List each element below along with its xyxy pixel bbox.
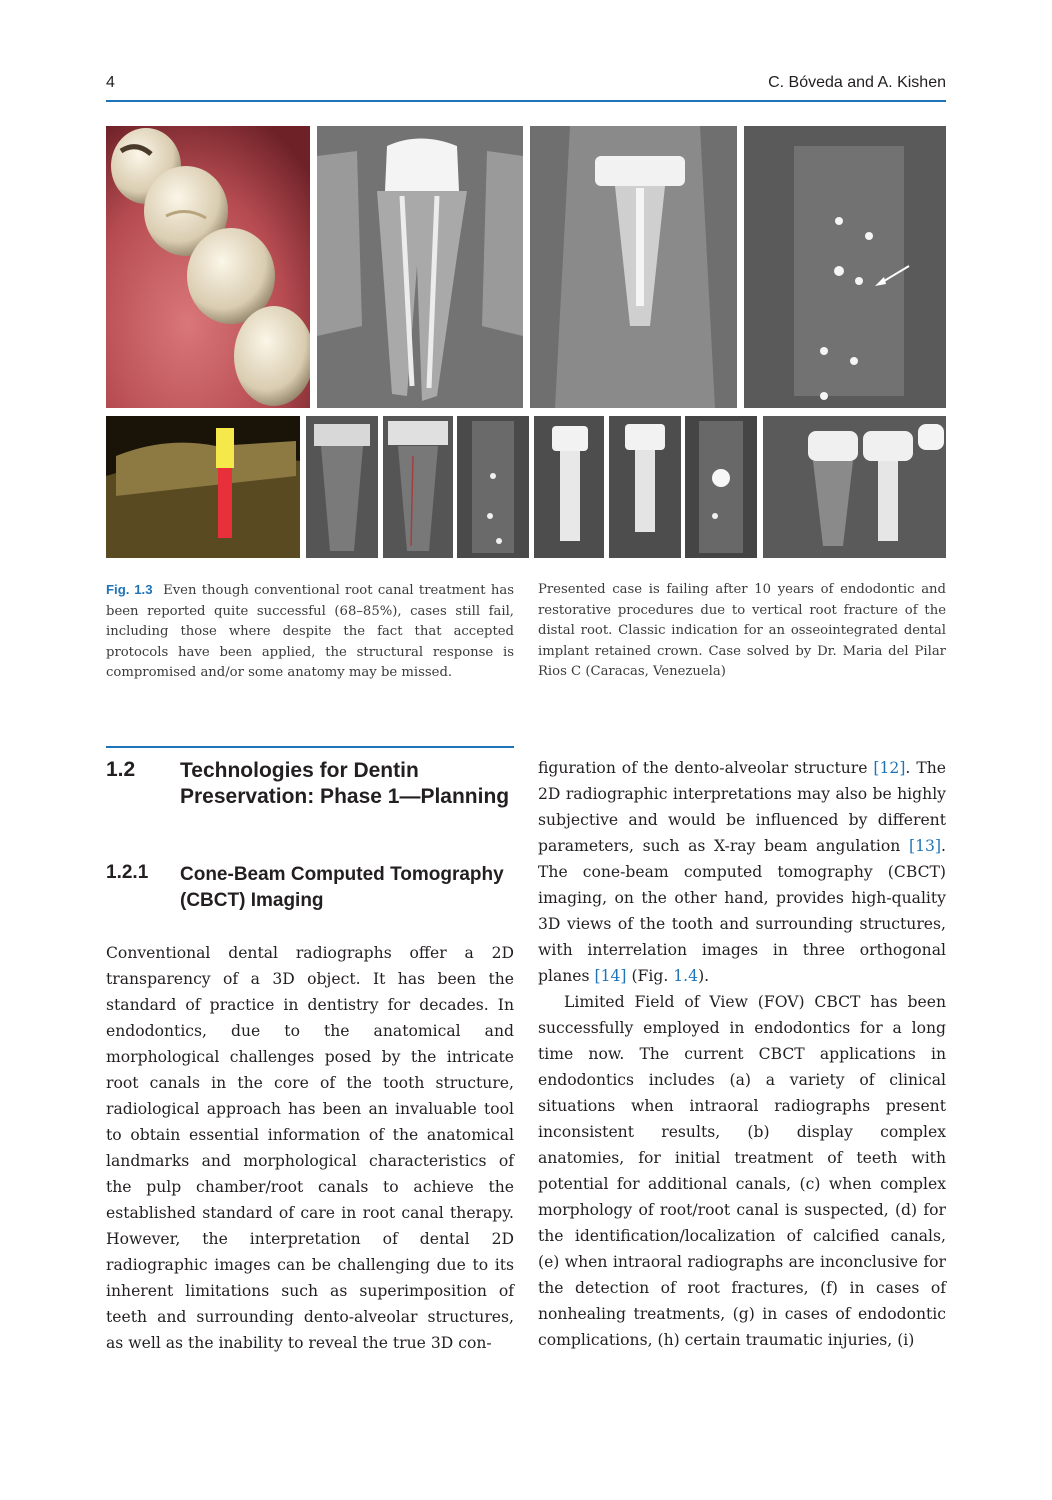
body-right-column xyxy=(538,755,946,1353)
body-paragraph-continued: figuration of the dento-alveolar structure [12]. The 2D radiographic interpretations may also be highly subjective and would be influenced by different parameters, such as X-ray beam angulation [13]. The cone-beam computed tomography (CBCT) imaging, on the other hand, provides high-quality 3D views of the tooth and surrounding structures, with interrelation images in three orthogonal planes [14] (Fig. 1.4). xyxy=(538,759,946,985)
figure-link[interactable]: 1.4 xyxy=(673,967,699,985)
section-number: 1.2 xyxy=(106,758,136,781)
citation-link[interactable]: [12] xyxy=(873,759,906,777)
section-title: Technologies for Dentin Preservation: Phase 1—Planning xyxy=(180,759,510,808)
page-header xyxy=(106,74,946,102)
section-rule xyxy=(106,746,514,748)
citation-link[interactable]: [14] xyxy=(594,967,627,985)
subsection-number: 1.2.1 xyxy=(106,862,149,883)
figure-caption-left xyxy=(106,580,514,684)
periapical-radiograph xyxy=(317,126,523,408)
page-number: 4 xyxy=(106,74,115,91)
cbct-axial-view xyxy=(744,126,946,408)
citation-link[interactable]: [13] xyxy=(909,837,942,855)
cbct-slice-2 xyxy=(383,416,453,558)
cbct-slice-1 xyxy=(306,416,378,558)
header-rule xyxy=(106,100,946,102)
subsection-title: Cone-Beam Computed Tomography (CBCT) Imaging xyxy=(180,864,504,911)
caption-text-left: Even though conventional root canal treatment has been reported quite successful (68–85%), cases still fail, including those where despite the fact that accepted protocols have been applied, the structural response is compromised and/or some anatomy may be missed. xyxy=(106,583,514,681)
figure-label: Fig. 1.3 xyxy=(106,582,153,597)
figure-caption-right: Presented case is failing after 10 years of endodontic and restorative procedures due to vertical root fracture of the distal root. Classic indication for an osseointegrated dental implant retained crown. Case solved by Dr. Maria del Pilar Rios C (Caracas, Venezuela) xyxy=(538,582,946,680)
cbct-sagittal-view xyxy=(530,126,737,408)
body-left-column xyxy=(106,940,514,1356)
body-paragraph: Conventional dental radiographs offer a 2D transparency of a 3D object. It has been the standard of practice in dentistry for decades. In endodontics, due to the anatomical and morphological challenges posed by the intricate root canals in the core of the tooth structure, radiological approach has been an invaluable tool to obtain essential information of the anatomical landmarks and morphological characteristics of the pulp chamber/root canals to achieve the established standard of care in root canal therapy. However, the interpretation of dental 2D radiographic images can be challenging due to its inherent limitations such as superimposition of teeth and surrounding dento-alveolar structures, as well as the inability to reveal the true 3D con- xyxy=(106,944,514,1352)
implant-axial-slice xyxy=(685,416,757,558)
clinical-photo xyxy=(106,126,310,408)
cbct-3d-rendering xyxy=(106,416,300,558)
implant-radiograph-2 xyxy=(609,416,681,558)
cbct-slice-3 xyxy=(457,416,529,558)
final-radiograph xyxy=(763,416,946,558)
implant-radiograph-1 xyxy=(534,416,604,558)
body-paragraph: Limited Field of View (FOV) CBCT has been successfully employed in endodontics for a long time now. The current CBCT applications in endodontics includes (a) a variety of clinical situations when intraoral radiographs present inconsistent results, (b) display complex anatomies, for initial treatment of teeth with potential for additional canals, (c) when complex morphology of root/root canal is suspected, (d) for the identification/localization of calcified canals, (e) when intraoral radiographs are inconclusive for the detection of root fractures, (f) in cases of nonhealing treatments, (g) in cases of endodontic complications, (h) certain traumatic injuries, (i) xyxy=(538,993,946,1349)
running-head: C. Bóveda and A. Kishen xyxy=(768,74,946,91)
